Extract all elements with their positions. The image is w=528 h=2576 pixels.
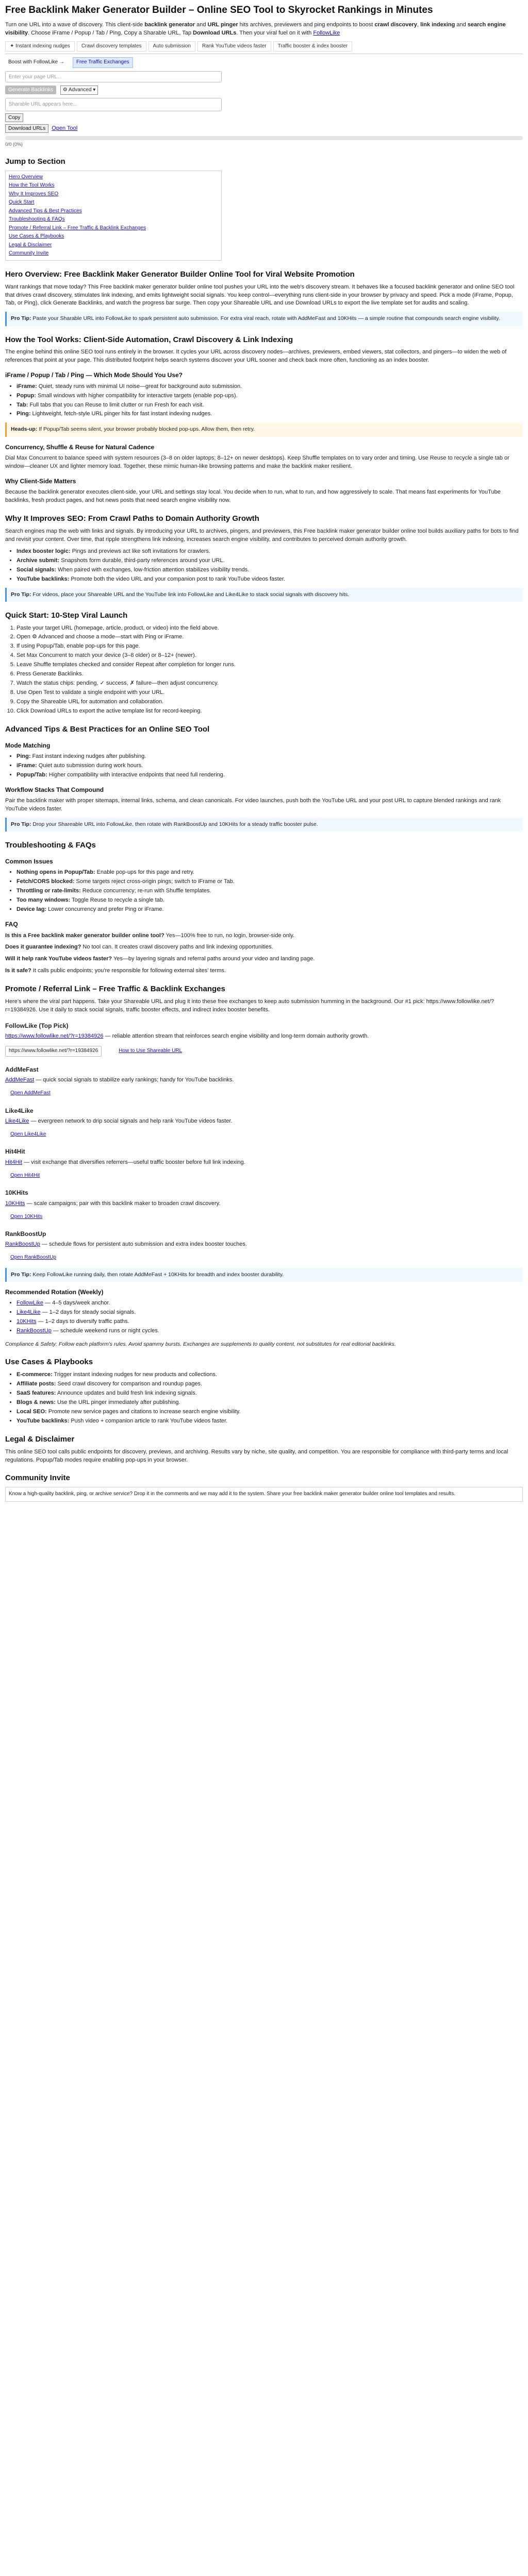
legal-paragraph: This online SEO tool calls public endpoints for discovery, previews, and archiving. Results vary by niche, site quality, and competition. You are responsible for compliance with third-party terms and local regulations. Popup/Tab modes require enabling pop-ups in your browser. xyxy=(5,1448,508,1463)
hero-heading: Hero Overview: Free Backlink Maker Generator Builder Online Tool for Viral Website Promotion xyxy=(5,269,355,279)
list-item: 5. Leave Shuffle templates checked and consider Repeat after completion for longer runs. xyxy=(16,661,523,669)
hero-pro-tip: Pro Tip: Paste your Sharable URL into FollowLike to spark persistent auto submission. For extra viral reach, rotate with AddMeFast and 10KHits — a simple routine that compounds search engine visibility. xyxy=(5,312,523,326)
client-side-paragraph: Because the backlink generator executes client-side, your URL and settings stay local. You decide when to run, what to run, and how aggressively to scale. That means fast experiments for YouTube backlinks, fresh product pages, and hot news posts that need search engine visibility now. xyxy=(5,489,501,504)
toc-link[interactable]: Use Cases & Playbooks xyxy=(9,233,64,240)
why-list xyxy=(16,548,523,584)
promote-paragraph: Here's where the viral part happens. Take your Shareable URL and plug it into these free exchanges to keep auto submission humming in the background. Our #1 pick: https://www.followlike.net/?r=19384926. Use it daily to stack social signals, traffic booster effects, and indirect index booster benefits. xyxy=(5,998,494,1013)
usecases-heading: Use Cases & Playbooks xyxy=(5,1358,93,1367)
toc-link[interactable]: Quick Start xyxy=(9,199,35,206)
list-item: • Archive submit: Snapshots form durable, third-party references around your URL. xyxy=(16,557,523,565)
download-row xyxy=(5,124,523,133)
toc-link[interactable]: Troubleshooting & FAQs xyxy=(9,216,65,223)
legal-heading: Legal & Disclaimer xyxy=(5,1434,75,1444)
open-addmefast-button[interactable]: Open AddMeFast xyxy=(10,1090,51,1096)
tab-instant-indexing[interactable]: ✦ Instant indexing nudges xyxy=(5,41,75,52)
10khits-link[interactable]: 10KHits xyxy=(5,1200,25,1207)
promote-pro-tip: Pro Tip: Keep FollowLike running daily, then rotate AddMeFast + 10KHits for breadth and index booster durability. xyxy=(5,1268,523,1282)
toc-link[interactable]: Promote / Referral Link – Free Traffic & Backlink Exchanges xyxy=(9,225,146,231)
how-to-use-link[interactable]: How to Use Shareable URL xyxy=(119,1048,183,1054)
rotation-subheading: Recommended Rotation (Weekly) xyxy=(5,1289,104,1296)
toc-link[interactable]: Community Invite xyxy=(9,250,49,257)
mode-matching-subheading: Mode Matching xyxy=(5,741,51,749)
list-item: • Nothing opens in Popup/Tab: Enable pop-ups for this page and retry. xyxy=(16,869,523,877)
quick-steps xyxy=(16,624,523,716)
toc-link[interactable]: Legal & Disclaimer xyxy=(9,242,52,248)
faq-subheading: FAQ xyxy=(5,921,18,928)
list-item: • iFrame: Quiet auto submission during work hours. xyxy=(16,762,523,770)
list-item: • Too many windows: Toggle Reuse to recycle a single tab. xyxy=(16,896,523,905)
concurrency-paragraph: Dial Max Concurrent to balance speed with system resources (3–8 on older laptops; 8–12+ on newer desktops). Keep Shuffle templates on to vary order and timing. Use Reuse to recycle a single tab or window—cleaner UX and lighter memory load. Together, these mimic human-like browsing patterns and make the backlink maker resilient. xyxy=(5,455,509,469)
gear-icon: ⚙ xyxy=(62,87,68,93)
advanced-select[interactable]: ⚙ Advanced ▾ xyxy=(60,86,98,95)
intro-followlike-link[interactable]: FollowLike xyxy=(313,29,340,36)
open-hit4hit-button[interactable]: Open Hit4Hit xyxy=(10,1172,40,1178)
list-item: 2. Open ⚙ Advanced and choose a mode—start with Ping or iFrame. xyxy=(16,633,523,641)
control-row xyxy=(5,86,523,95)
why-paragraph: Search engines map the web with links and signals. By introducing your URL to archives, pingers, and previewers, this Free backlink maker generator builder online tool builds auxiliary paths for bots to find and revisit your content. Over time, that ripple strengthens link indexing, increases search engine visibility, and contributes to perceived domain authority growth. xyxy=(5,528,519,543)
toc-heading: Jump to Section xyxy=(5,157,65,166)
list-item: 3. If using Popup/Tab, enable pop-ups for this page. xyxy=(16,642,523,651)
list-item: 8. Use Open Test to validate a single endpoint with your URL. xyxy=(16,689,523,697)
common-issues-subheading: Common Issues xyxy=(5,858,53,866)
exchange-card-hit4hit: Hit4Hit Hit4Hit — visit exchange that diversifies referrers—useful traffic booster before full link indexing. Open Hit4Hit xyxy=(5,1147,523,1181)
faq-item: Is it safe? It calls public endpoints; you're responsible for following external sites' terms. xyxy=(5,968,226,974)
free-traffic-exchanges-button[interactable]: Free Traffic Exchanges xyxy=(73,57,133,68)
toc-link[interactable]: Hero Overview xyxy=(9,174,43,180)
exchange-card-10khits: 10KHits 10KHits — scale campaigns; pair with this backlink maker to broaden crawl discovery. Open 10KHits xyxy=(5,1189,523,1223)
list-item: • Ping: Lightweight, fetch-style URL pinger hits for fast instant indexing nudges. xyxy=(16,410,523,418)
list-item: • FollowLike — 4–5 days/week anchor. xyxy=(16,1299,523,1308)
list-item: • YouTube backlinks: Promote both the video URL and your companion post to rank YouTube videos faster. xyxy=(16,575,523,584)
chevron-down-icon: ▾ xyxy=(93,87,96,93)
rankboostup-link[interactable]: RankBoostUp xyxy=(5,1241,40,1248)
tab-crawl-discovery[interactable]: Crawl discovery templates xyxy=(77,41,146,52)
progress-text: 0/0 (0%) xyxy=(5,142,23,147)
how-heading: How the Tool Works: Client-Side Automation, Crawl Discovery & Link Indexing xyxy=(5,335,293,344)
faq-item: Is this a Free backlink maker generator builder online tool? Yes—100% free to run, no login, browser-side only. xyxy=(5,932,295,939)
like4like-link[interactable]: Like4Like xyxy=(5,1117,29,1124)
why-pro-tip: Pro Tip: For videos, place your Shareable URL and the YouTube link into FollowLike and Like4Like to stack social signals with discovery hits. xyxy=(5,588,523,602)
list-item: • Social signals: When paired with exchanges, low-friction attention stabilizes visibility trends. xyxy=(16,566,523,574)
advanced-pro-tip: Pro Tip: Drop your Shareable URL into FollowLike, then rotate with RankBoostUp and 10KHits for a steady traffic booster pulse. xyxy=(5,818,523,832)
list-item: • Tab: Full tabs that you can Reuse to limit clutter or run Fresh for each visit. xyxy=(16,401,523,410)
open-rankboostup-button[interactable]: Open RankBoostUp xyxy=(10,1255,56,1261)
advanced-heading: Advanced Tips & Best Practices for an Online SEO Tool xyxy=(5,724,210,734)
list-item: • Device lag: Lower concurrency and prefer Ping or iFrame. xyxy=(16,906,523,914)
why-heading: Why It Improves SEO: From Crawl Paths to Domain Authority Growth xyxy=(5,514,259,523)
quick-heading: Quick Start: 10-Step Viral Launch xyxy=(5,611,128,620)
trouble-heading: Troubleshooting & FAQs xyxy=(5,841,96,850)
list-item: • iFrame: Quiet, steady runs with minimal UI noise—great for background auto submission. xyxy=(16,383,523,391)
issues-list xyxy=(16,869,523,914)
followlike-url-box[interactable]: https://www.followlike.net/?r=19384926 xyxy=(5,1046,102,1057)
page-title: Free Backlink Maker Generator Builder – Online SEO Tool to Skyrocket Rankings in Minutes xyxy=(5,5,433,15)
exchange-card-addmefast: AddMeFast AddMeFast — quick social signals to stabilize early rankings; handy for YouTube backlinks. Open AddMeFast xyxy=(5,1065,523,1099)
open-10khits-button[interactable]: Open 10KHits xyxy=(10,1213,43,1219)
list-item: 9. Copy the Shareable URL for automation and collaboration. xyxy=(16,698,523,706)
community-heading: Community Invite xyxy=(5,1473,70,1483)
feature-tabs xyxy=(5,41,523,55)
tab-rank-youtube[interactable]: Rank YouTube videos faster xyxy=(197,41,271,52)
sharable-url-output[interactable]: Sharable URL appears here... xyxy=(5,98,222,111)
generate-backlinks-button[interactable]: Generate Backlinks xyxy=(5,86,56,94)
addmefast-link[interactable]: AddMeFast xyxy=(5,1077,35,1083)
faq-item: Does it guarantee indexing? No tool can. It creates crawl discovery paths and link indexing opportunities. xyxy=(5,944,273,951)
faq-item: Will it help rank YouTube videos faster? Yes—by layering signals and referral paths around your video and landing page. xyxy=(5,956,315,962)
list-item: 10. Click Download URLs to export the active template list for record-keeping. xyxy=(16,707,523,716)
list-item: 6. Press Generate Backlinks. xyxy=(16,670,523,679)
progress-bar xyxy=(5,136,523,140)
list-item: • Local SEO: Promote new service pages and citations to increase search engine visibility. xyxy=(16,1408,523,1416)
list-item: 1. Paste your target URL (homepage, article, product, or video) into the field above. xyxy=(16,624,523,633)
workflow-paragraph: Pair the backlink maker with proper sitemaps, internal links, schema, and clean canonicals. For video launches, push both the YouTube URL and your post URL to capture blended rankings and rank YouTube videos faster. xyxy=(5,798,501,812)
modes-subheading: iFrame / Popup / Tab / Ping — Which Mode Should You Use? xyxy=(5,371,183,379)
open-tool-link[interactable]: Open Tool xyxy=(52,125,78,131)
exchange-card-like4like: Like4Like Like4Like — evergreen network to drip social signals and help rank YouTube videos faster. Open Like4Like xyxy=(5,1107,523,1141)
promote-heading: Promote / Referral Link – Free Traffic & Backlink Exchanges xyxy=(5,985,225,994)
list-item: • Popup/Tab: Higher compatibility with interactive endpoints that need full rendering. xyxy=(16,771,523,779)
list-item: • Affiliate posts: Seed crawl discovery for comparison and roundup pages. xyxy=(16,1380,523,1388)
list-item: • YouTube backlinks: Push video + companion article to rank YouTube videos faster. xyxy=(16,1417,523,1426)
modes-list xyxy=(16,383,523,419)
hero-paragraph: Want rankings that move today? This Free backlink maker generator builder online tool pushes your URL into the web's discovery stream. It behaves like a focused backlink generator and online SEO tool that drives crawl discovery, stimulates link indexing, and emits lightweight social signals. You keep control—everything runs client-side in your browser by privacy and speed. Pick a mode (iFrame, Popup, Tab, or Ping), click Generate Backlinks, and watch the progress bar surge. Then copy your Shareable URL and use Download URLs to export the live template set for audits and scaling. xyxy=(5,283,515,307)
copy-row xyxy=(5,113,523,122)
exchange-card-followlike: FollowLike (Top Pick) https://www.followlike.net/?r=19384926 — reliable attention stream that reinforces search engine visibility and long-term domain authority growth. https://www.followlike.net/?r=19384926 How to Use Shareable URL xyxy=(5,1022,523,1058)
download-urls-button[interactable]: Download URLs xyxy=(5,124,48,133)
mode-matching-list xyxy=(16,753,523,779)
how-paragraph: The engine behind this online SEO tool runs entirely in the browser. It cycles your URL across discovery nodes—archives, previewers, embed viewers, stat collectors, and pingers—to widen the web of references that point at your page. This distributed footprint helps search systems discover your URL sooner and check back more often, functioning as an index booster. xyxy=(5,349,507,364)
list-item: 4. Set Max Concurrent to match your device (3–8 older) or 8–12+ (newer). xyxy=(16,652,523,660)
list-item: • Fetch/CORS blocked: Some targets reject cross-origin pings; switch to iFrame or Tab. xyxy=(16,878,523,886)
list-item: • 10KHits — 1–2 days to diversify traffic paths. xyxy=(16,1318,523,1326)
client-side-subheading: Why Client-Side Matters xyxy=(5,477,76,485)
open-like4like-button[interactable]: Open Like4Like xyxy=(10,1131,46,1137)
compliance-note: Compliance & Safety: Follow each platform's rules. Avoid spammy bursts. Exchanges are supplements to quality content, not substitutes for real editorial backlinks. xyxy=(5,1341,396,1348)
list-item: • Ping: Fast instant indexing nudges after publishing. xyxy=(16,753,523,761)
table-of-contents xyxy=(5,171,222,261)
list-item: • Blogs & news: Use the URL pinger immediately after publishing. xyxy=(16,1399,523,1407)
toc-link[interactable]: How the Tool Works xyxy=(9,182,55,189)
boost-followlike-link[interactable]: Boost with FollowLike → xyxy=(8,59,64,65)
list-item: • Throttling or rate-limits: Reduce concurrency; re-run with Shuffle templates. xyxy=(16,887,523,895)
concurrency-subheading: Concurrency, Shuffle & Reuse for Natural Cadence xyxy=(5,443,155,451)
headsup-note: Heads-up: If Popup/Tab seems silent, your browser probably blocked pop-ups. Allow them, then retry. xyxy=(5,422,523,436)
community-box: Know a high-quality backlink, ping, or archive service? Drop it in the comments and we may add it to the system. Share your free backlink maker generator builder online tool templates and results. xyxy=(5,1487,523,1502)
list-item: • RankBoostUp — schedule weekend runs or night cycles. xyxy=(16,1327,523,1335)
list-item: • Popup: Small windows with higher compatibility for interactive targets (enable pop-ups). xyxy=(16,392,523,400)
promo-row xyxy=(5,57,523,68)
usecases-list xyxy=(16,1371,523,1426)
list-item: • Index booster logic: Pings and previews act like soft invitations for crawlers. xyxy=(16,548,523,556)
list-item: • E-commerce: Trigger instant indexing nudges for new products and collections. xyxy=(16,1371,523,1379)
list-item: • SaaS features: Announce updates and build fresh link indexing signals. xyxy=(16,1389,523,1398)
hit4hit-link[interactable]: Hit4Hit xyxy=(5,1159,23,1165)
intro-paragraph: Turn one URL into a wave of discovery. This client-side backlink generator and URL pinger hits archives, previewers and ping endpoints to boost crawl discovery, link indexing and search engine visibility. Choose iFrame / Popup / Tab / Ping, Copy a Sharable URL, Tap Download URLs. Then your viral fuel on it with FollowLike xyxy=(5,21,506,36)
rotation-list xyxy=(16,1299,523,1335)
tab-traffic-booster[interactable]: Traffic booster & index booster xyxy=(273,41,353,52)
list-item: • Like4Like — 1–2 days for steady social signals. xyxy=(16,1309,523,1317)
exchange-card-rankboostup: RankBoostUp RankBoostUp — schedule flows for persistent auto submission and extra index booster touches. Open RankBoostUp xyxy=(5,1230,523,1264)
copy-button[interactable]: Copy xyxy=(5,113,23,122)
toc-link[interactable]: Advanced Tips & Best Practices xyxy=(9,208,82,214)
url-input[interactable]: Enter your page URL... xyxy=(5,71,222,82)
followlike-link[interactable]: https://www.followlike.net/?r=19384926 xyxy=(5,1033,104,1040)
workflow-subheading: Workflow Stacks That Compound xyxy=(5,786,104,793)
list-item: 7. Watch the status chips: pending, ✓ success, ✗ failure—then adjust concurrency. xyxy=(16,680,523,688)
toc-link[interactable]: Why It Improves SEO xyxy=(9,191,59,197)
tab-auto-submission[interactable]: Auto submission xyxy=(148,41,195,52)
